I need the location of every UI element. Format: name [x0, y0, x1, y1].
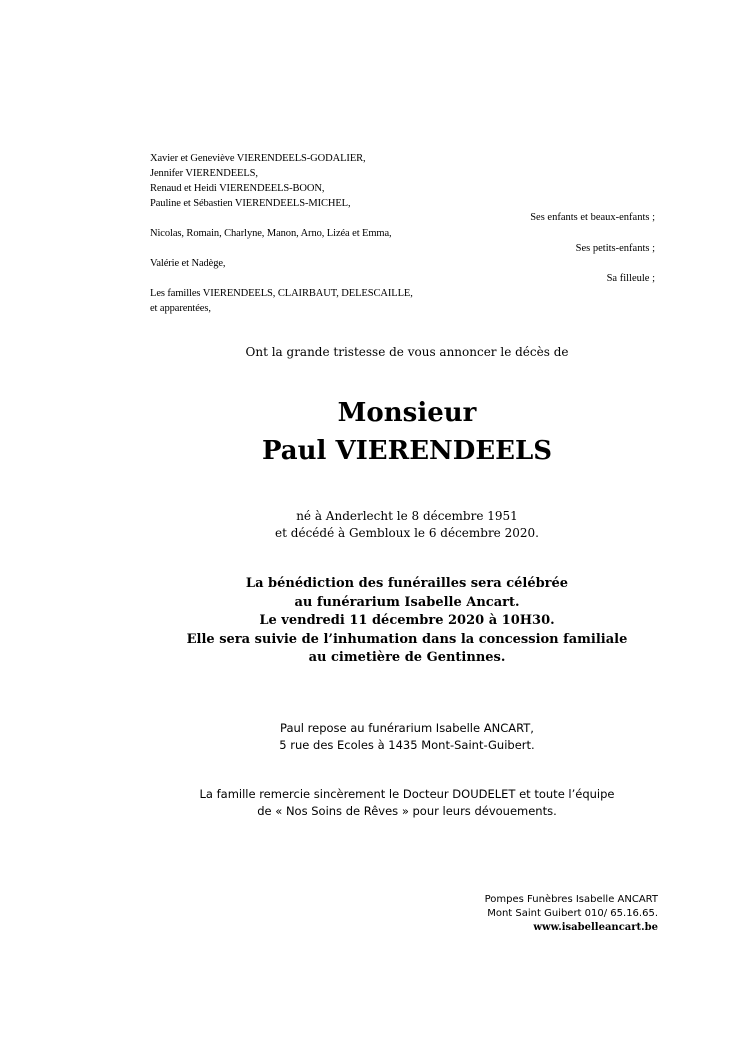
funeral-home-contact: Mont Saint Guibert 010/ 65.16.65. — [487, 908, 658, 919]
birth-line: né à Anderlecht le 8 décembre 1951 — [296, 509, 518, 523]
thanks-line: de « Nos Soins de Rêves » pour leurs dévouements. — [257, 804, 557, 818]
ceremony-line: Elle sera suivie de l’inhumation dans la concession familiale — [186, 631, 628, 647]
birth-death-dates — [0, 508, 744, 542]
ceremony-line: au cimetière de Gentinnes. — [308, 650, 506, 665]
funeral-home-footer — [485, 893, 658, 935]
ceremony-line: Le vendredi 11 décembre 2020 à 10H30. — [259, 613, 555, 628]
family-line: et apparentées, — [150, 303, 211, 314]
families-list — [150, 286, 413, 316]
family-line: Xavier et Geneviève VIERENDEELS-GODALIER, — [150, 153, 366, 164]
ceremony-info — [0, 575, 744, 668]
thanks-line: La famille remercie sincèrement le Docteur DOUDELET et toute l’équipe — [199, 787, 615, 801]
thanks-info — [0, 786, 744, 820]
ceremony-line: au funérarium Isabelle Ancart. — [294, 594, 520, 610]
repose-line: Paul repose au funérarium Isabelle ANCART, — [280, 721, 534, 735]
goddaughters-list: Valérie et Nadège, — [150, 258, 226, 269]
family-line: Pauline et Sébastien VIERENDEELS-MICHEL, — [150, 198, 351, 209]
grandchildren-list: Nicolas, Romain, Charlyne, Manon, Arno, Lizéa et Emma, — [150, 228, 392, 239]
repose-info — [0, 720, 744, 754]
family-line: Les familles VIERENDEELS, CLAIRBAUT, DELESCAILLE, — [150, 288, 413, 299]
goddaughters-role: Sa filleule ; — [606, 273, 655, 284]
family-line: Renaud et Heidi VIERENDEELS-BOON, — [150, 183, 325, 194]
deceased-title: Monsieur — [337, 398, 477, 428]
children-role: Ses enfants et beaux-enfants ; — [530, 212, 655, 223]
repose-line: 5 rue des Ecoles à 1435 Mont-Saint-Guibert. — [279, 738, 535, 752]
children-list — [150, 151, 366, 211]
ceremony-line: La bénédiction des funérailles sera célébrée — [245, 576, 569, 591]
funeral-home-name: Pompes Funèbres Isabelle ANCART — [484, 894, 658, 905]
deceased-name: Paul VIERENDEELS — [261, 436, 553, 466]
family-line: Jennifer VIERENDEELS, — [150, 168, 258, 179]
funeral-home-website: www.isabelleancart.be — [533, 922, 658, 933]
grandchildren-role: Ses petits-enfants ; — [575, 243, 655, 254]
announcement-text: Ont la grande tristesse de vous annoncer le décès de — [245, 345, 569, 359]
death-line: et décédé à Gembloux le 6 décembre 2020. — [275, 526, 539, 540]
